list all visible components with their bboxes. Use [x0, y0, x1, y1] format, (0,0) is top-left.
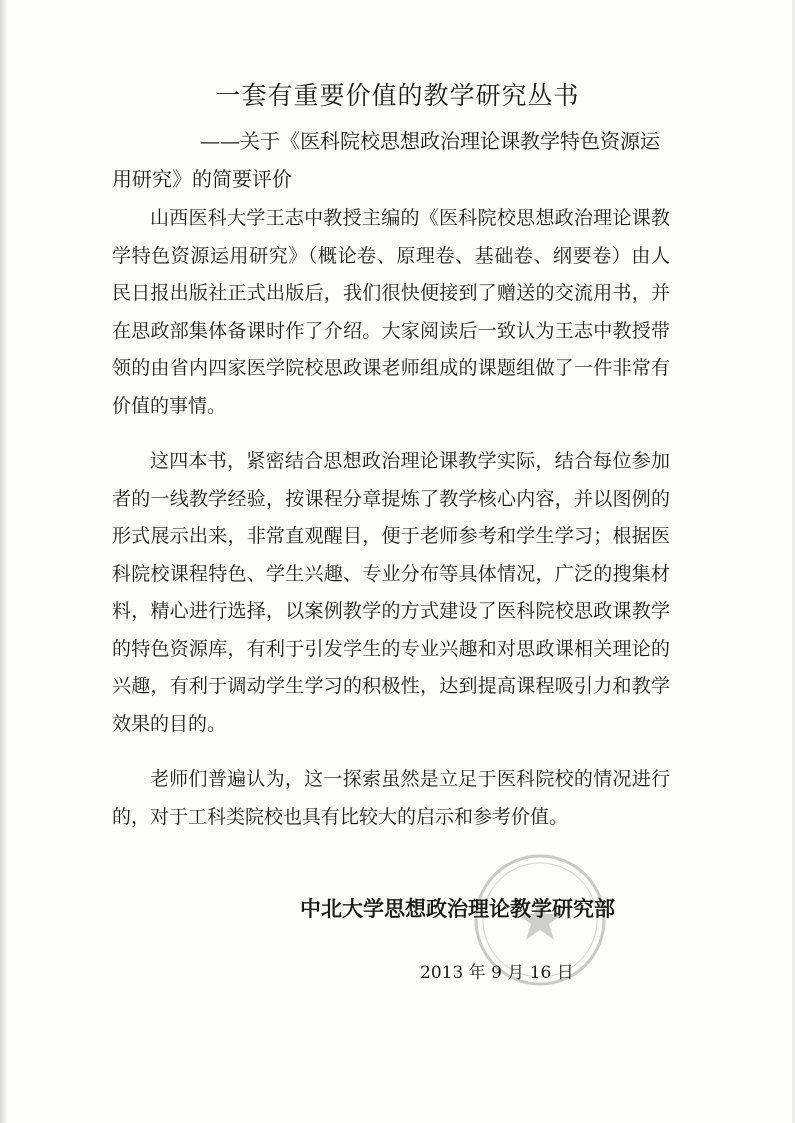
document-subtitle: ——关于《医科院校思想政治理论课教学特色资源运用研究》的简要评价	[112, 129, 660, 191]
body-paragraph: 山西医科大学王志中教授主编的《医科院校思想政治理论课教学特色资源运用研究》（概论卷、原理卷、基础卷、纲要卷）由人民日报出版社正式出版后，我们很快便接到了赠送的交流用书，并在思政部集体备课时作了介绍。大家阅读后一致认为王志中教授带领的由省内四家医学院校思政课老师组成的课题组做了一件非常有价值的事情。	[112, 207, 670, 417]
body-paragraph: 这四本书，紧密结合思想政治理论课教学实际，结合每位参加者的一线教学经验，按课程分章提炼了教学核心内容，并以图例的形式展示出来，非常直观醒目，便于老师参考和学生学习；根据医科院校课程特色、学生兴趣、专业分布等具体情况，广泛的搜集材料，精心进行选择，以案例教学的方式建设了医科院校思政课教学的特色资源库，有利于引发学生的专业兴趣和对思政课相关理论的兴趣，有利于调动学生学习的积极性，达到提高课程吸引力和教学效果的目的。	[112, 450, 670, 735]
signature-date: 2013 年 9 月 16 日	[420, 963, 574, 983]
document-title: 一套有重要价值的教学研究丛书	[215, 81, 580, 110]
signature: 中北大学思想政治理论教学研究部	[300, 896, 615, 921]
scan-edge	[0, 0, 8, 1123]
body-paragraph: 老师们普遍认为，这一探索虽然是立足于医科院校的情况进行的，对于工科类院校也具有比较大的启示和参考价值。	[112, 768, 670, 828]
document-body	[112, 200, 670, 854]
